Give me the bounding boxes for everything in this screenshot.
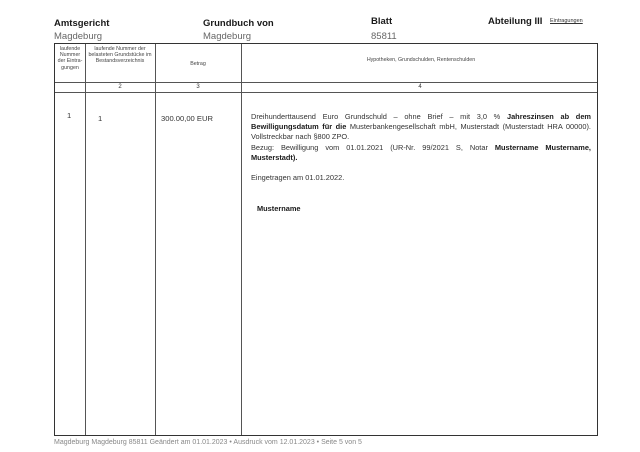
number-row-divider [55,92,597,93]
column-divider [241,44,242,435]
entry-paragraph-grundschuld: Dreihunderttausend Euro Grundschuld – ohne Brief – mit 3,0 % Jahreszinsen ab dem Bewilligungsdatum für die Musterbankengesellschaft mbH, Musterstadt (Musterstadt HRA 00000). Vollstreckbar nach §800 ZPO. [251,112,591,142]
sheet-label: Blatt [371,16,393,27]
register-value: Magdeburg [203,31,252,42]
entry-paragraph-bezug: Bezug: Bewilligung vom 01.01.2021 (UR-Nr. 99/2021 S, Notar Mustername Mustername, Musterstadt). [251,142,591,162]
column-divider [155,44,156,435]
court-value: Magdeburg [54,31,103,42]
register-table [54,43,598,436]
column-number-2: 2 [118,84,122,90]
header-divider [55,82,597,83]
entry-betrag: 300.00,00 EUR [161,114,213,123]
column-number-3: 3 [196,84,200,90]
sheet-value: 85811 [371,31,397,42]
column-header-betrag: Betrag [190,61,206,67]
entry-lfd-nr: 1 [67,111,72,120]
column-header-lfd-nr: laufende Nummer der Eintra- gungen [57,46,83,71]
court-label: Amtsgericht [54,18,110,29]
entry-text [251,112,591,214]
column-divider [85,44,86,435]
section-label: Abteilung III [488,16,543,27]
column-header-grundstueck-nr: laufende Nummer der belasteten Grundstücke im Bestandsverzeichnis [88,46,152,65]
entry-grundstueck-nr: 1 [98,114,103,123]
page-footer: Magdeburg Magdeburg 85811 Geändert am 01.01.2023 • Ausdruck vom 12.01.2023 • Seite 5 von 5 [54,439,362,446]
column-number-4: 4 [418,84,422,90]
entry-paragraph-eingetragen: Eingetragen am 01.01.2022. [251,173,345,183]
column-header-hypotheken: Hypotheken, Grundschulden, Rentenschulden [366,57,476,63]
entry-signature: Mustername [257,204,301,214]
entries-link[interactable]: Eintragungen [550,18,583,24]
register-label: Grundbuch von [203,18,274,29]
